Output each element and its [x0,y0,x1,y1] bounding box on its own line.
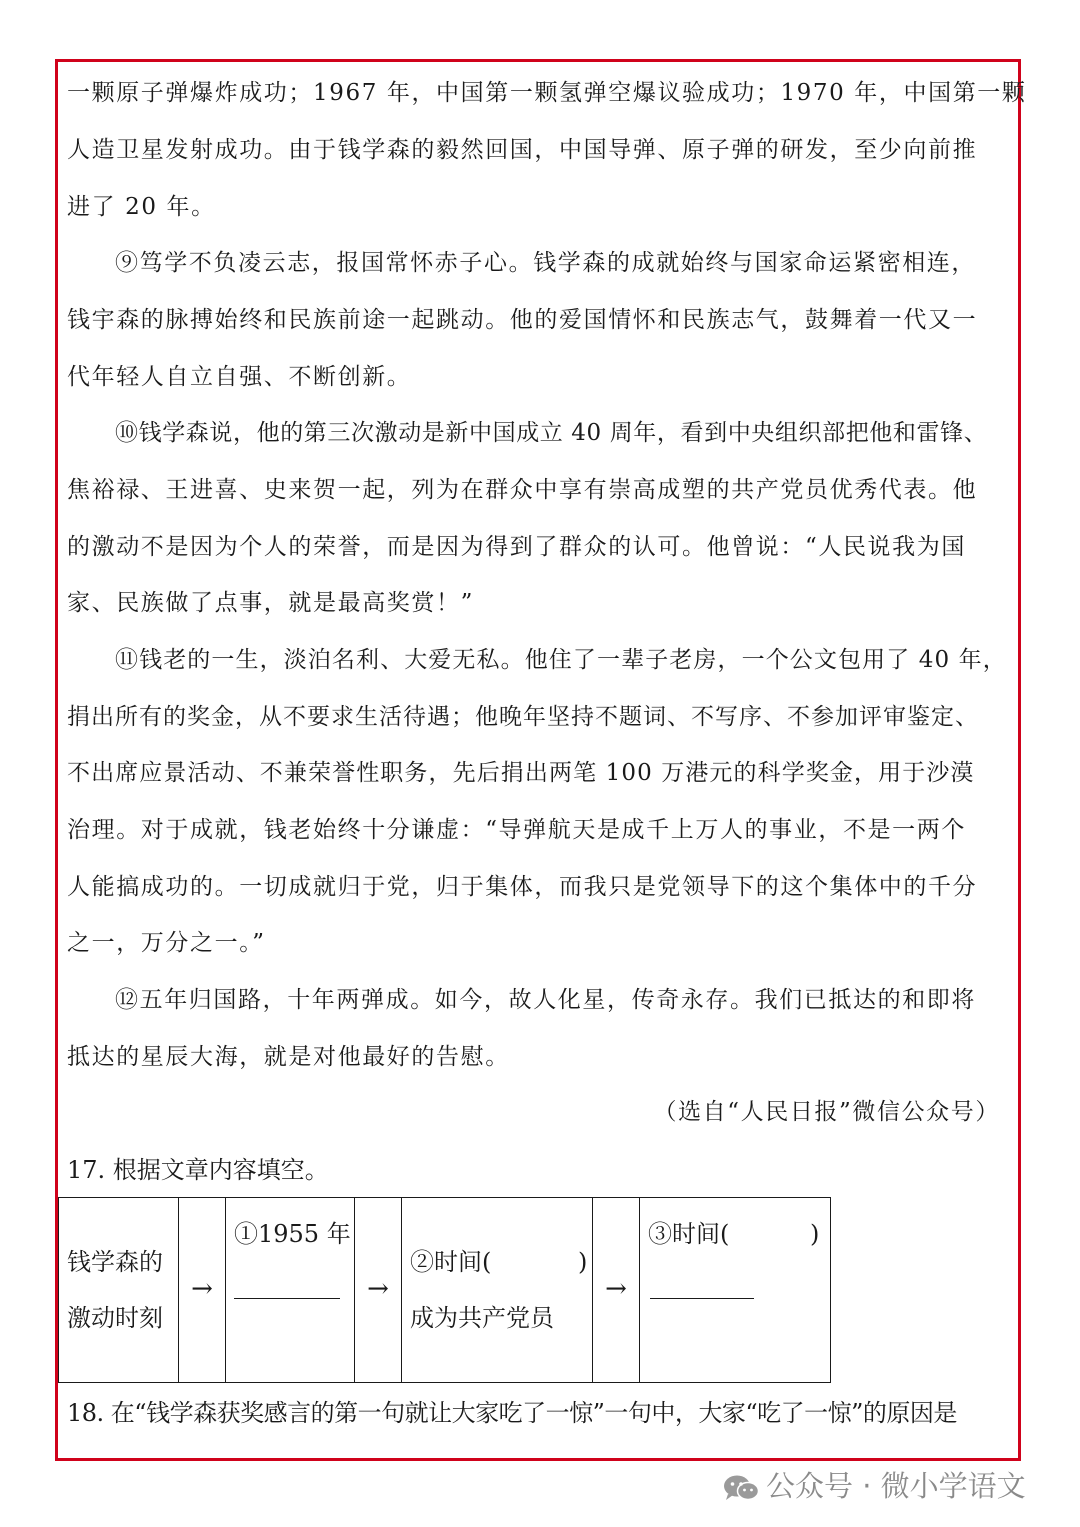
article-line: 进了 20 年。 [67,194,216,220]
heading-line: 激动时刻 [67,1304,163,1332]
article-line: 代年轻人自立自强、不断创新。 [67,364,412,390]
article-line: 的激动不是因为个人的荣誉，而是因为得到了群众的认可。他曾说：“人民说我为国 [67,534,966,560]
article-line: 治理。对于成就，钱老始终十分谦虚：“导弹航天是成千上万人的事业，不是一两个 [67,817,966,843]
article-source: （选自“人民日报”微信公众号） [653,1099,1000,1125]
arrow-cell [593,1198,640,1383]
watermark [722,1466,1026,1506]
moment-1-label: ①1955 年 [234,1220,351,1248]
arrow-cell [355,1198,402,1383]
paragraph-12-start: ⑫五年归国路，十年两弹成。如今，故人化星，传奇永存。我们已抵达的和即将 [115,987,976,1013]
article-line: 一颗原子弹爆炸成功；1967 年，中国第一颗氢弹空爆议验成功；1970 年，中国第一颗 [67,80,1027,106]
moment-2-label: 成为共产党员 [410,1304,554,1332]
arrow-cell [179,1198,226,1383]
article-line: 家、民族做了点事，就是最高奖赏！” [67,590,474,616]
right-arrow-icon: → [367,1274,389,1304]
article-line: 不出席应景活动、不兼荣誉性职务，先后捐出两笔 100 万港元的科学奖金，用于沙漠 [67,760,975,786]
moment-2-cell [402,1198,593,1383]
paragraph-10-start: ⑩钱学森说，他的第三次激动是新中国成立 40 周年，看到中央组织部把他和雷锋、 [115,420,988,446]
moment-1-cell [226,1198,355,1383]
moment-2-time-label: ②时间( [410,1248,492,1276]
article-line: 之一，万分之一。” [67,930,266,956]
article-line: 人造卫星发射成功。由于钱学森的毅然回国，中国导弹、原子弹的研发，至少向前推 [67,137,978,163]
article-line: 人能搞成功的。一切成就归于党，归于集体，而我只是党领导下的这个集体中的千分 [67,874,978,900]
article-line: 抵达的星辰大海，就是对他最好的告慰。 [67,1044,510,1070]
answer-blank-1[interactable] [234,1298,340,1299]
right-arrow-icon: → [605,1274,627,1304]
question-18-prompt: 18. 在“钱学森获奖感言的第一句就让大家吃了一惊”一句中，大家“吃了一惊”的原因是 [67,1399,957,1427]
article-line: 钱宇森的脉搏始终和民族前途一起跳动。他的爱国情怀和民族志气，鼓舞着一代又一 [67,307,978,333]
timeline-heading-cell [59,1198,179,1383]
moment-3-time-label: ③时间( [648,1220,730,1248]
article-line: 捐出所有的奖金，从不要求生活待遇；他晚年坚持不题词、不写序、不参加评审鉴定、 [67,704,979,730]
paragraph-11-start: ⑪钱老的一生，淡泊名利、大爱无私。他住了一辈子老房，一个公文包用了 40 年， [115,647,1007,673]
heading-line: 钱学森的 [67,1248,163,1276]
answer-blank-3[interactable] [650,1298,754,1299]
wechat-icon [722,1473,760,1503]
article-line: 焦裕禄、王进喜、史来贺一起，列为在群众中享有崇高成塑的共产党员优秀代表。他 [67,477,978,503]
right-arrow-icon: → [191,1274,213,1304]
timeline-table [58,1197,831,1383]
question-17-prompt: 17. 根据文章内容填空。 [67,1156,329,1184]
moment-3-cell [640,1198,831,1383]
moment-3-time-close: ) [810,1220,820,1248]
moment-2-time-close: ) [578,1248,588,1276]
watermark-text: 公众号 · 微小学语文 [766,1469,1026,1503]
paragraph-9-start: ⑨笃学不负凌云志，报国常怀赤子心。钱学森的成就始终与国家命运紧密相连， [115,250,976,276]
